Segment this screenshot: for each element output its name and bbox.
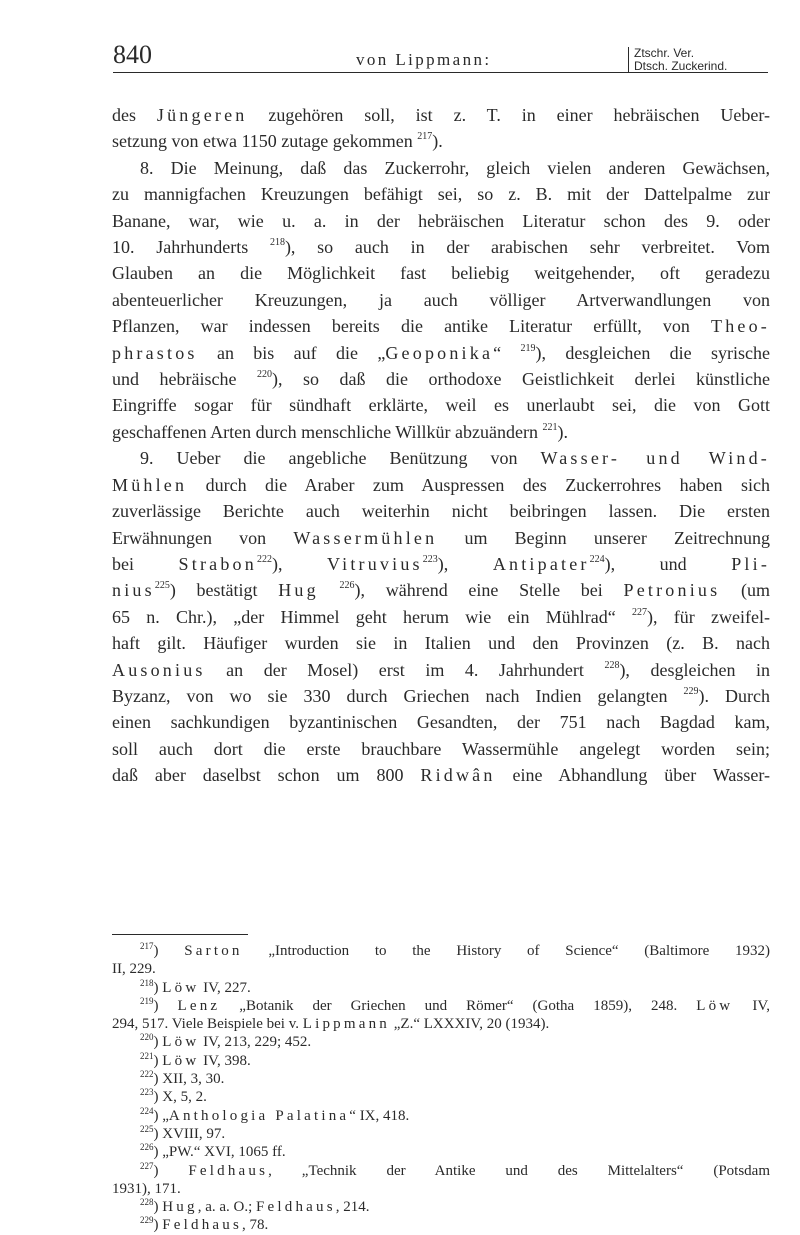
text-line [112, 683, 770, 709]
footnote-line [112, 960, 770, 978]
footnotes [112, 942, 770, 1235]
text-run: zu mannigfachen Kreuzungen befähigt sei, so z. B. mit der Dattelpalme zur [112, 184, 770, 205]
spaced-name: nius [112, 580, 155, 601]
text-line [112, 392, 770, 418]
text-line [112, 287, 770, 313]
footnote-ref: 229 [140, 1215, 154, 1226]
footnote-ref: 218 [269, 237, 285, 249]
footnote-line [112, 942, 770, 960]
spaced-name: Löw [162, 979, 200, 996]
text-run: II, 229. [112, 961, 156, 978]
spaced-name: Theo- [711, 316, 770, 337]
text-run: ) [153, 979, 163, 996]
footnote-line [112, 1125, 770, 1143]
footnote-ref: 220 [257, 369, 272, 381]
text-line [112, 260, 770, 286]
spaced-name: Wasser- und Wind- [540, 448, 770, 469]
journal-abbreviation [628, 47, 727, 73]
footnote-ref: 227 [140, 1160, 154, 1171]
text-run: “ IX, 418. [349, 1107, 410, 1124]
footnote-ref: 225 [154, 580, 170, 592]
text-line [112, 419, 770, 445]
spaced-name: Löw [162, 1034, 200, 1051]
spaced-name: Antipater [492, 553, 590, 574]
text-run: und hebräische [112, 369, 257, 390]
footnote-ref: 224 [589, 553, 605, 565]
footnote-ref: 229 [683, 685, 699, 697]
footnote-ref: 221 [140, 1050, 154, 1061]
text-run: IV, [733, 997, 770, 1014]
footnote-ref: 221 [542, 421, 558, 433]
text-run: ) bestätigt [169, 580, 279, 601]
text-run: 1931), 171. [112, 1180, 181, 1197]
text-run: an bis auf die „ [197, 342, 386, 363]
spaced-name: Pli- [731, 553, 771, 574]
spaced-name: Petronius [623, 580, 721, 601]
spaced-name: phrastos [112, 342, 198, 363]
text-run: zugehören soll, ist z. T. in einer hebräischen Ueber- [247, 105, 770, 125]
text-run: eine Abhandlung über Wasser- [495, 765, 770, 786]
spaced-name: Ausonius [112, 659, 206, 680]
text-run: 8. Die Meinung, daß das Zuckerrohr, gleich vielen anderen Gewächsen, [140, 157, 770, 178]
text-run: , a. a. O.; [197, 1199, 257, 1216]
text-run: Byzanz, von wo sie 330 durch Griechen nach Indien gelangten [112, 685, 684, 706]
text-run: Erwähnungen von [112, 527, 294, 548]
text-run: IV, 213, 229; 452. [199, 1034, 312, 1051]
footnote-ref: 226 [140, 1142, 154, 1153]
footnote-ref: 219 [520, 342, 536, 354]
spaced-name: Geoponika [385, 342, 494, 363]
text-run: ) [153, 1162, 189, 1179]
text-line [112, 208, 770, 234]
footnote-line [112, 1015, 770, 1033]
page-number: 840 [113, 40, 152, 69]
text-run: ) [153, 1052, 163, 1069]
text-run: ). [557, 421, 568, 442]
text-run: , „Technik der Antike und des Mittelalters“ (Potsdam [268, 1162, 771, 1179]
text-run: ), und [604, 553, 732, 574]
footnote-ref: 223 [140, 1087, 154, 1098]
footnote-ref: 228 [604, 659, 620, 671]
footnote-line [112, 1107, 770, 1125]
header-rule [113, 72, 768, 73]
spaced-name: Feldhaus [188, 1162, 269, 1179]
spaced-name: Vitruvius [327, 553, 423, 574]
text-run: ), [437, 553, 493, 574]
spaced-name: Wassermühlen [293, 527, 438, 548]
footnote-line [112, 1198, 770, 1216]
text-line [112, 709, 770, 735]
footnote-ref: 228 [140, 1197, 154, 1208]
text-run: soll auch dort die erste brauchbare Wassermühle angelegt worden sein; [112, 738, 770, 759]
text-run: ), so daß die orthodoxe Geistlichkeit derlei künstliche [272, 369, 770, 390]
text-run: ) XVIII, 97. [153, 1125, 226, 1142]
text-run: durch die Araber zum Auspressen des Zuckerrohres haben sich [187, 474, 770, 495]
spaced-name: Lenz [177, 997, 221, 1014]
footnote-line [112, 1180, 770, 1198]
text-line [112, 762, 770, 788]
text-run: Banane, war, wie u. a. in der hebräischen Literatur schon des 9. oder [112, 210, 770, 231]
footnote-ref: 225 [140, 1123, 154, 1134]
text-line [112, 313, 770, 339]
running-head: von Lippmann: [356, 50, 492, 69]
text-run: ), [271, 553, 328, 574]
footnote-ref: 217 [140, 941, 154, 951]
text-run: zuverlässige Berichte auch weiterhin nicht beibringen lassen. Die ersten [112, 501, 770, 522]
footnote-ref: 218 [140, 977, 154, 988]
page-header [113, 40, 768, 80]
text-run: ) [153, 1199, 163, 1216]
text-run: 65 n. Chr.), „der Himmel geht herum wie ein Mühlrad“ [112, 606, 633, 627]
text-line [112, 525, 770, 551]
text-run: , 214. [335, 1199, 370, 1216]
text-line [112, 102, 770, 128]
text-run: an der Mosel) erst im 4. Jahrhundert [205, 659, 605, 680]
text-run: ) XII, 3, 30. [153, 1071, 225, 1088]
footnote-line [112, 1052, 770, 1070]
footnote-ref: 217 [417, 131, 433, 143]
footnote-line [112, 1162, 770, 1180]
text-line [112, 736, 770, 762]
footnote-ref: 223 [422, 553, 438, 565]
text-run: ) X, 5, 2. [153, 1089, 207, 1106]
text-run [319, 580, 340, 600]
text-run: des [112, 105, 157, 125]
spaced-name: Jüngeren [156, 105, 248, 125]
text-line [112, 577, 770, 603]
body-text [112, 102, 770, 789]
text-run: „Introduction to the History of Science“ (Baltimore 1932) [242, 943, 770, 959]
footnote-ref: 224 [140, 1105, 154, 1116]
text-line [112, 155, 770, 181]
text-run: ) [153, 1217, 163, 1234]
text-run: setzung von etwa 1150 zutage gekommen [112, 131, 418, 152]
text-run: 9. Ueber die angebliche Benützung von [140, 448, 541, 469]
text-run: , 78. [242, 1217, 269, 1234]
footnote-line [112, 1033, 770, 1051]
text-run: Eingriffe sogar für sündhaft erklärte, weil es unerlaubt sei, die von Gott [112, 395, 770, 416]
text-run: ) [153, 997, 178, 1014]
text-run: geschaffenen Arten durch menschliche Willkür abzuändern [112, 421, 543, 442]
text-line [112, 551, 770, 577]
text-run: ) „ [153, 1107, 169, 1124]
footnote-line [112, 1070, 770, 1088]
spaced-name: Feldhaus [162, 1217, 243, 1234]
text-run: ), desgleichen in [619, 659, 770, 680]
text-line [112, 498, 770, 524]
text-run: 10. Jahrhunderts [112, 237, 270, 258]
spaced-name: Sarton [184, 943, 243, 959]
text-line [112, 340, 770, 366]
text-run: haft gilt. Häufiger wurden sie in Italien und den Provinzen (z. B. nach [112, 633, 770, 654]
footnote-line [112, 1088, 770, 1106]
text-run: ), so auch in der arabischen sehr verbreitet. Vom [284, 237, 770, 258]
footnote-line [112, 1143, 770, 1161]
spaced-name: Strabon [178, 553, 257, 574]
text-line [112, 366, 770, 392]
journal-line-2: Dtsch. Zuckerind. [634, 59, 728, 73]
footnote-ref: 222 [140, 1069, 154, 1080]
spaced-name: Lippmann [302, 1016, 390, 1033]
text-run: IV, 398. [199, 1052, 251, 1069]
footnote-rule [112, 934, 248, 935]
text-run: ) „PW.“ XVI, 1065 ff. [153, 1144, 286, 1161]
text-run: einen sachkundigen byzantinischen Gesandten, der 751 nach Bagdad kam, [112, 712, 770, 733]
text-run: ), für zweifel- [647, 606, 770, 627]
text-line [112, 445, 770, 471]
text-line [112, 181, 770, 207]
text-run: ). [432, 131, 443, 152]
text-run: „Z.“ LXXXIV, 20 (1934). [390, 1016, 550, 1033]
spaced-name: Löw [162, 1052, 200, 1069]
spaced-name: Löw [696, 997, 734, 1014]
journal-line-1: Ztschr. Ver. [634, 46, 695, 60]
spaced-name: Feldhaus [256, 1199, 336, 1216]
text-run: bei [112, 553, 179, 574]
footnote-line [112, 997, 770, 1015]
text-run: abenteuerlicher Kreuzungen, ja auch völliger Artverwandlungen von [112, 289, 770, 310]
footnote-ref: 226 [339, 580, 355, 592]
text-line [112, 657, 770, 683]
footnote-ref: 227 [632, 606, 648, 618]
spaced-name: Hug [278, 580, 319, 601]
text-line [112, 234, 770, 260]
text-line [112, 472, 770, 498]
text-run: 294, 517. Viele Beispiele bei v. [112, 1016, 303, 1033]
text-run: ), während eine Stelle bei [354, 580, 624, 601]
text-run: IV, 227. [199, 979, 251, 996]
text-run: ). Durch [698, 685, 770, 706]
footnote-ref: 220 [140, 1032, 154, 1043]
text-run: ), desgleichen die syrische [535, 342, 770, 363]
text-run: Pflanzen, war indessen bereits die antike Literatur erfüllt, von [112, 316, 712, 337]
text-run: daß aber daselbst schon um 800 [112, 765, 421, 786]
text-run: (um [720, 580, 771, 601]
text-run: ) [153, 943, 185, 959]
text-run: “ [493, 342, 521, 363]
text-run: um Beginn unserer Zeitrechnung [437, 527, 770, 548]
footnote-ref: 219 [140, 995, 154, 1006]
spaced-name: Hug [162, 1199, 198, 1216]
text-line [112, 604, 770, 630]
text-run: Glauben an die Möglichkeit fast beliebig weitgehender, oft geradezu [112, 263, 770, 284]
spaced-name: Anthologia Palatina [168, 1107, 350, 1124]
text-run: „Botanik der Griechen und Römer“ (Gotha 1859), 248. [220, 997, 697, 1014]
spaced-name: Ridwân [420, 765, 496, 786]
text-line [112, 128, 770, 154]
spaced-name: Mühlen [112, 474, 188, 495]
text-run: ) [153, 1034, 163, 1051]
footnote-line [112, 979, 770, 997]
footnote-line [112, 1216, 770, 1234]
text-line [112, 630, 770, 656]
footnote-ref: 222 [256, 553, 272, 565]
